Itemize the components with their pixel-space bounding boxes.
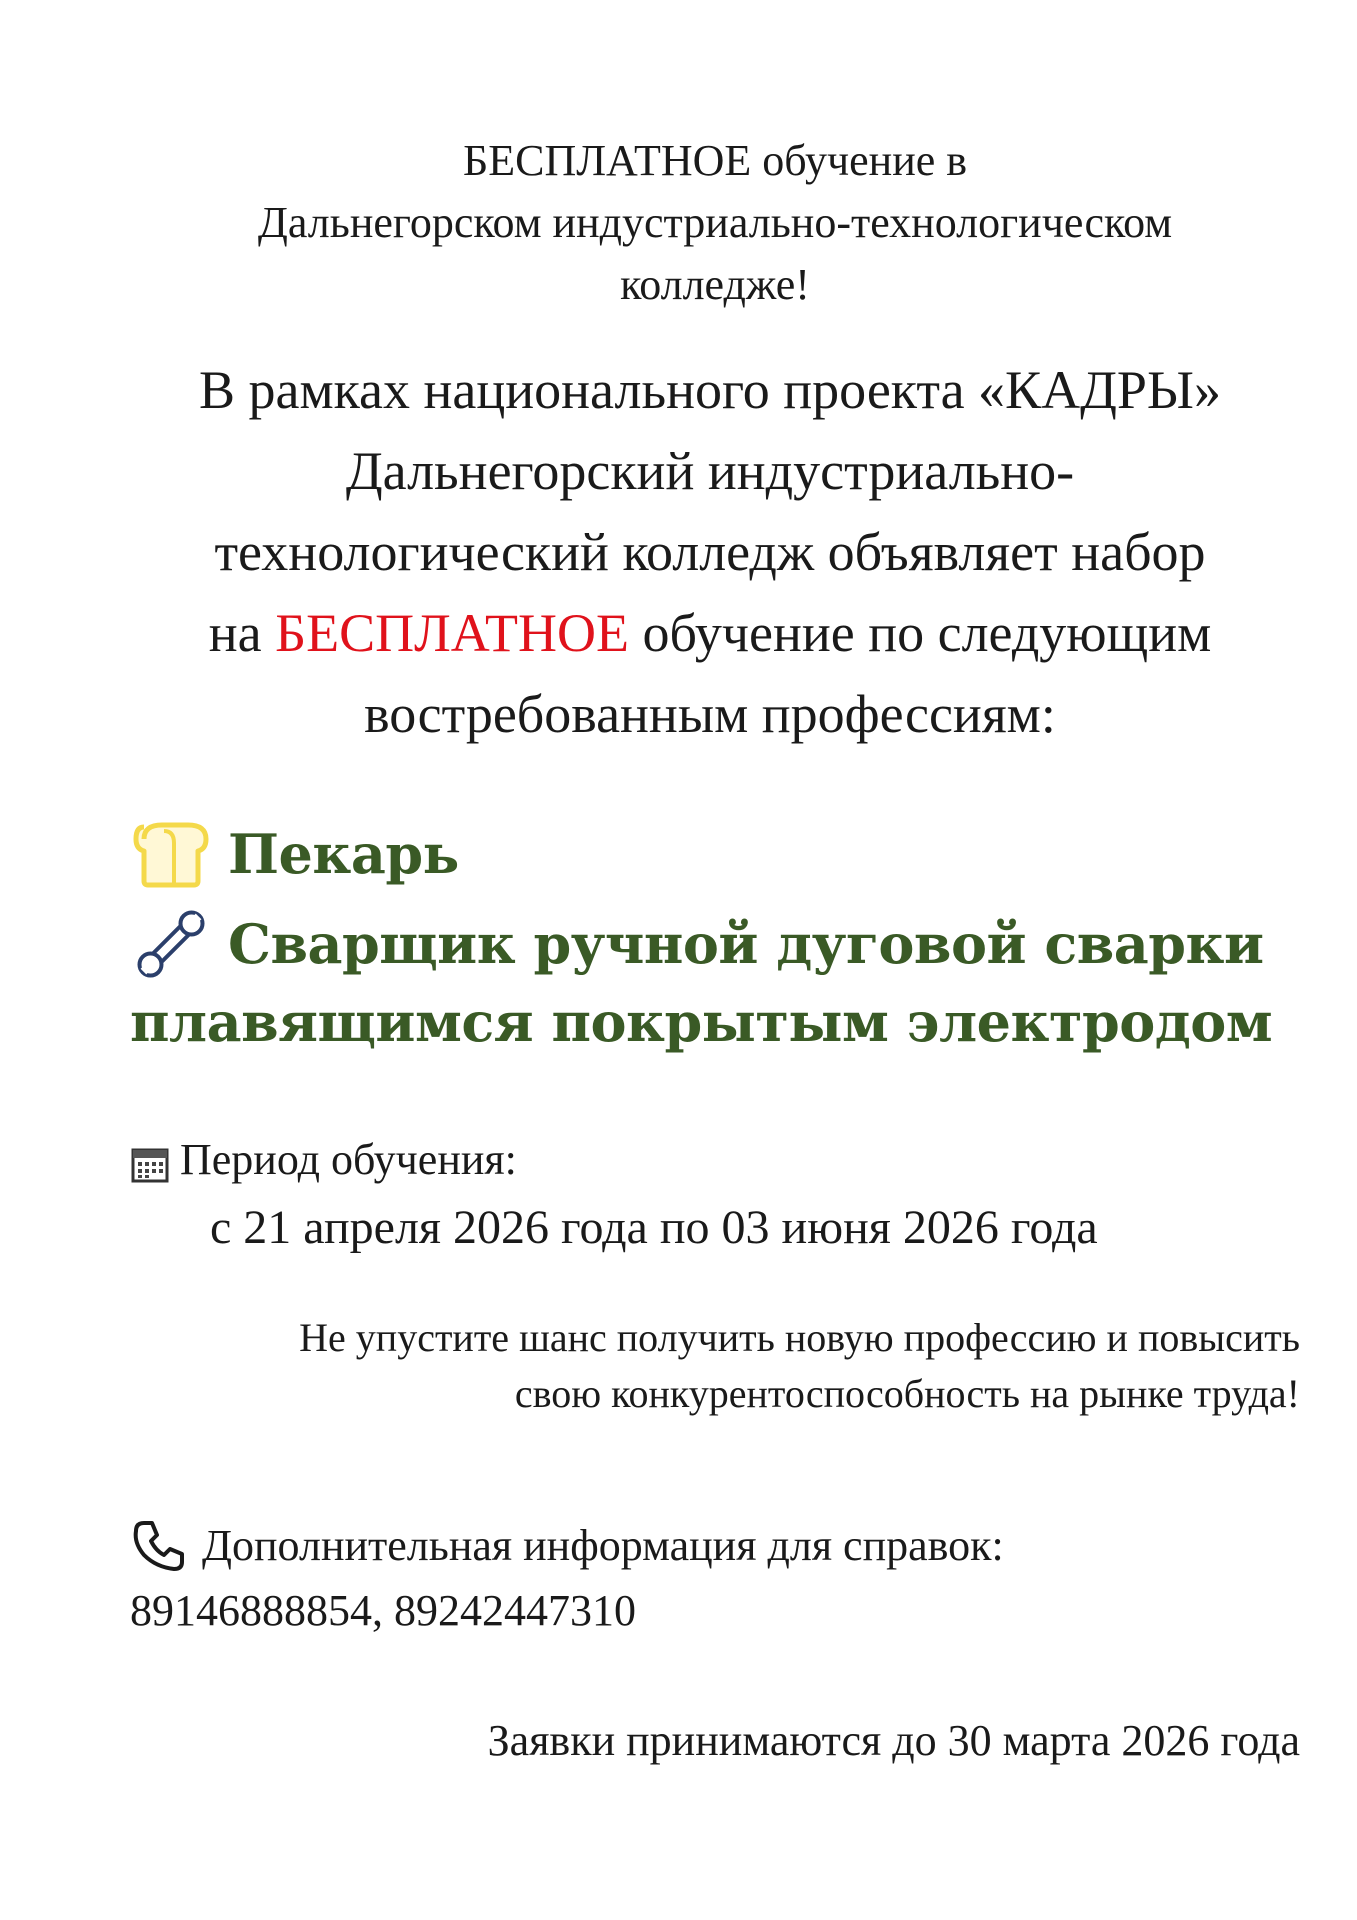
profession-welder-label-line-1: Сварщик ручной дуговой сварки — [228, 912, 1264, 976]
profession-welder — [130, 905, 1310, 1061]
chance-line-2: свою конкурентоспособность на рынке труда! — [514, 1371, 1300, 1416]
intro-line-5: востребованным профессиям: — [364, 684, 1056, 744]
chance-block — [130, 1310, 1300, 1422]
intro-line-3: технологический колледж объявляет набор — [214, 522, 1206, 582]
contact-label-row — [130, 1515, 1004, 1577]
heading-line-3: колледже! — [620, 260, 810, 309]
bread-icon — [130, 819, 212, 889]
intro-line-4-suffix: обучение по следующим — [642, 603, 1212, 663]
intro-line-1: В рамках национального проекта «КАДРЫ» — [198, 360, 1222, 420]
phone-icon — [130, 1517, 188, 1575]
heading-line-2: Дальнегорском индустриально-технологическом — [257, 198, 1173, 247]
period-dates: с 21 апреля 2026 года по 03 июня 2026 года — [210, 1201, 1098, 1254]
intro-block — [120, 350, 1300, 755]
wrench-icon — [130, 909, 212, 979]
profession-baker — [130, 815, 459, 893]
deadline-text: Заявки принимаются до 30 марта 2026 года — [487, 1716, 1300, 1765]
period-label-row — [130, 1130, 517, 1190]
free-highlight: БЕСПЛАТНОЕ — [275, 603, 629, 663]
period-label: Период обучения: — [180, 1135, 517, 1184]
calendar-icon — [130, 1140, 170, 1180]
profession-baker-label: Пекарь — [228, 822, 459, 886]
intro-line-4-prefix: на — [208, 603, 262, 663]
intro-line-4 — [120, 593, 1300, 674]
heading-block — [130, 130, 1300, 316]
profession-welder-label-line-2: плавящимся покрытым электродом — [130, 990, 1273, 1054]
chance-line-1: Не упустите шанс получить новую профессию и повысить — [299, 1315, 1300, 1360]
contact-phones: 89146888854, 89242447310 — [130, 1586, 636, 1635]
heading-line-1: БЕСПЛАТНОЕ обучение в — [462, 136, 968, 185]
profession-welder-row-1 — [130, 905, 1310, 983]
contact-label: Дополнительная информация для справок: — [202, 1521, 1004, 1570]
intro-line-2: Дальнегорский индустриально- — [345, 441, 1075, 501]
